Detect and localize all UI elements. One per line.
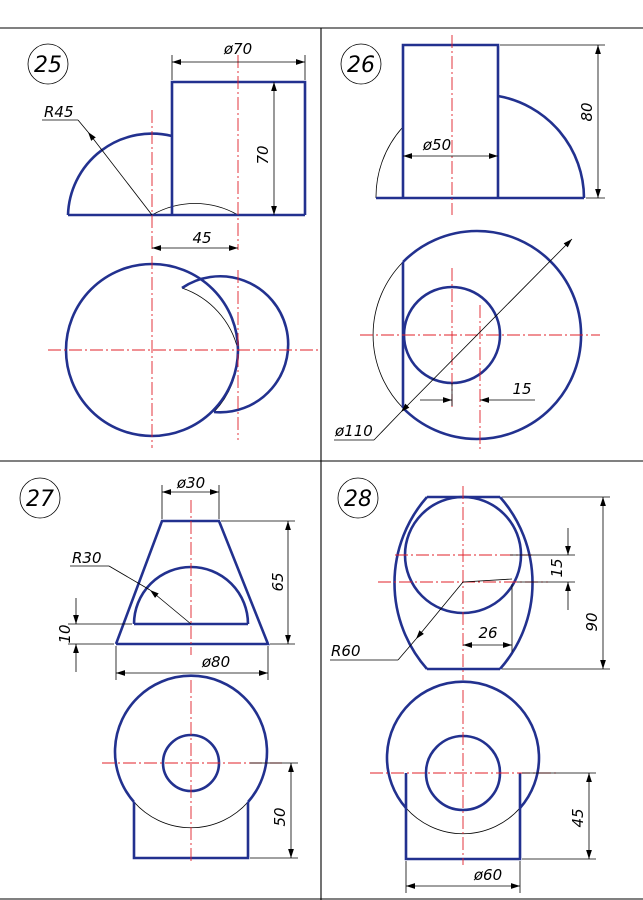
top-view — [334, 231, 600, 450]
front-view — [42, 40, 305, 250]
problem-number: 27 — [26, 487, 54, 512]
problem-26 — [334, 35, 605, 450]
front-view — [56, 474, 295, 680]
dim-diameter-top-label: ø30 — [176, 474, 206, 492]
problem-number-badge — [20, 478, 60, 518]
sheet-frame — [0, 28, 643, 900]
dim-diameter-big-label: ø110 — [335, 422, 373, 440]
dim-height-label: 90 — [583, 612, 601, 632]
dim-radius-label: R60 — [331, 642, 361, 660]
problem-number-badge — [341, 44, 381, 84]
front-view — [330, 486, 610, 680]
dim-offset-label: 45 — [192, 229, 212, 247]
problem-number-badge — [338, 478, 378, 518]
top-view — [102, 676, 298, 862]
problem-number: 28 — [344, 487, 372, 512]
problem-25 — [28, 40, 318, 448]
top-view — [48, 256, 318, 448]
dim-radius-label: R30 — [72, 549, 102, 567]
dim-height-cut-label: 45 — [569, 808, 587, 828]
dim-height-label: 65 — [269, 572, 287, 592]
dim-width-label: ø70 — [223, 40, 253, 58]
dim-width-cut-label: 50 — [271, 807, 289, 827]
problem-number-badge — [28, 44, 68, 84]
problem-number: 25 — [34, 53, 62, 78]
dim-height-label: 80 — [578, 102, 596, 122]
dim-radius-label: R45 — [44, 103, 74, 121]
dim-offset-v-label: 15 — [548, 558, 566, 578]
dim-width-bottom-label: ø60 — [473, 866, 503, 884]
problem-28 — [330, 478, 610, 893]
dim-height-base-label: 10 — [56, 624, 74, 644]
problem-27 — [20, 474, 298, 862]
dim-offset-h-label: 26 — [478, 624, 498, 642]
front-view — [376, 35, 605, 215]
dim-diameter-small-label: ø50 — [422, 136, 452, 154]
dim-diameter-bottom-label: ø80 — [201, 653, 231, 671]
problem-number: 26 — [347, 53, 375, 78]
dim-height-label: 70 — [254, 145, 272, 165]
top-view — [370, 682, 596, 893]
dim-offset-label: 15 — [512, 380, 532, 398]
